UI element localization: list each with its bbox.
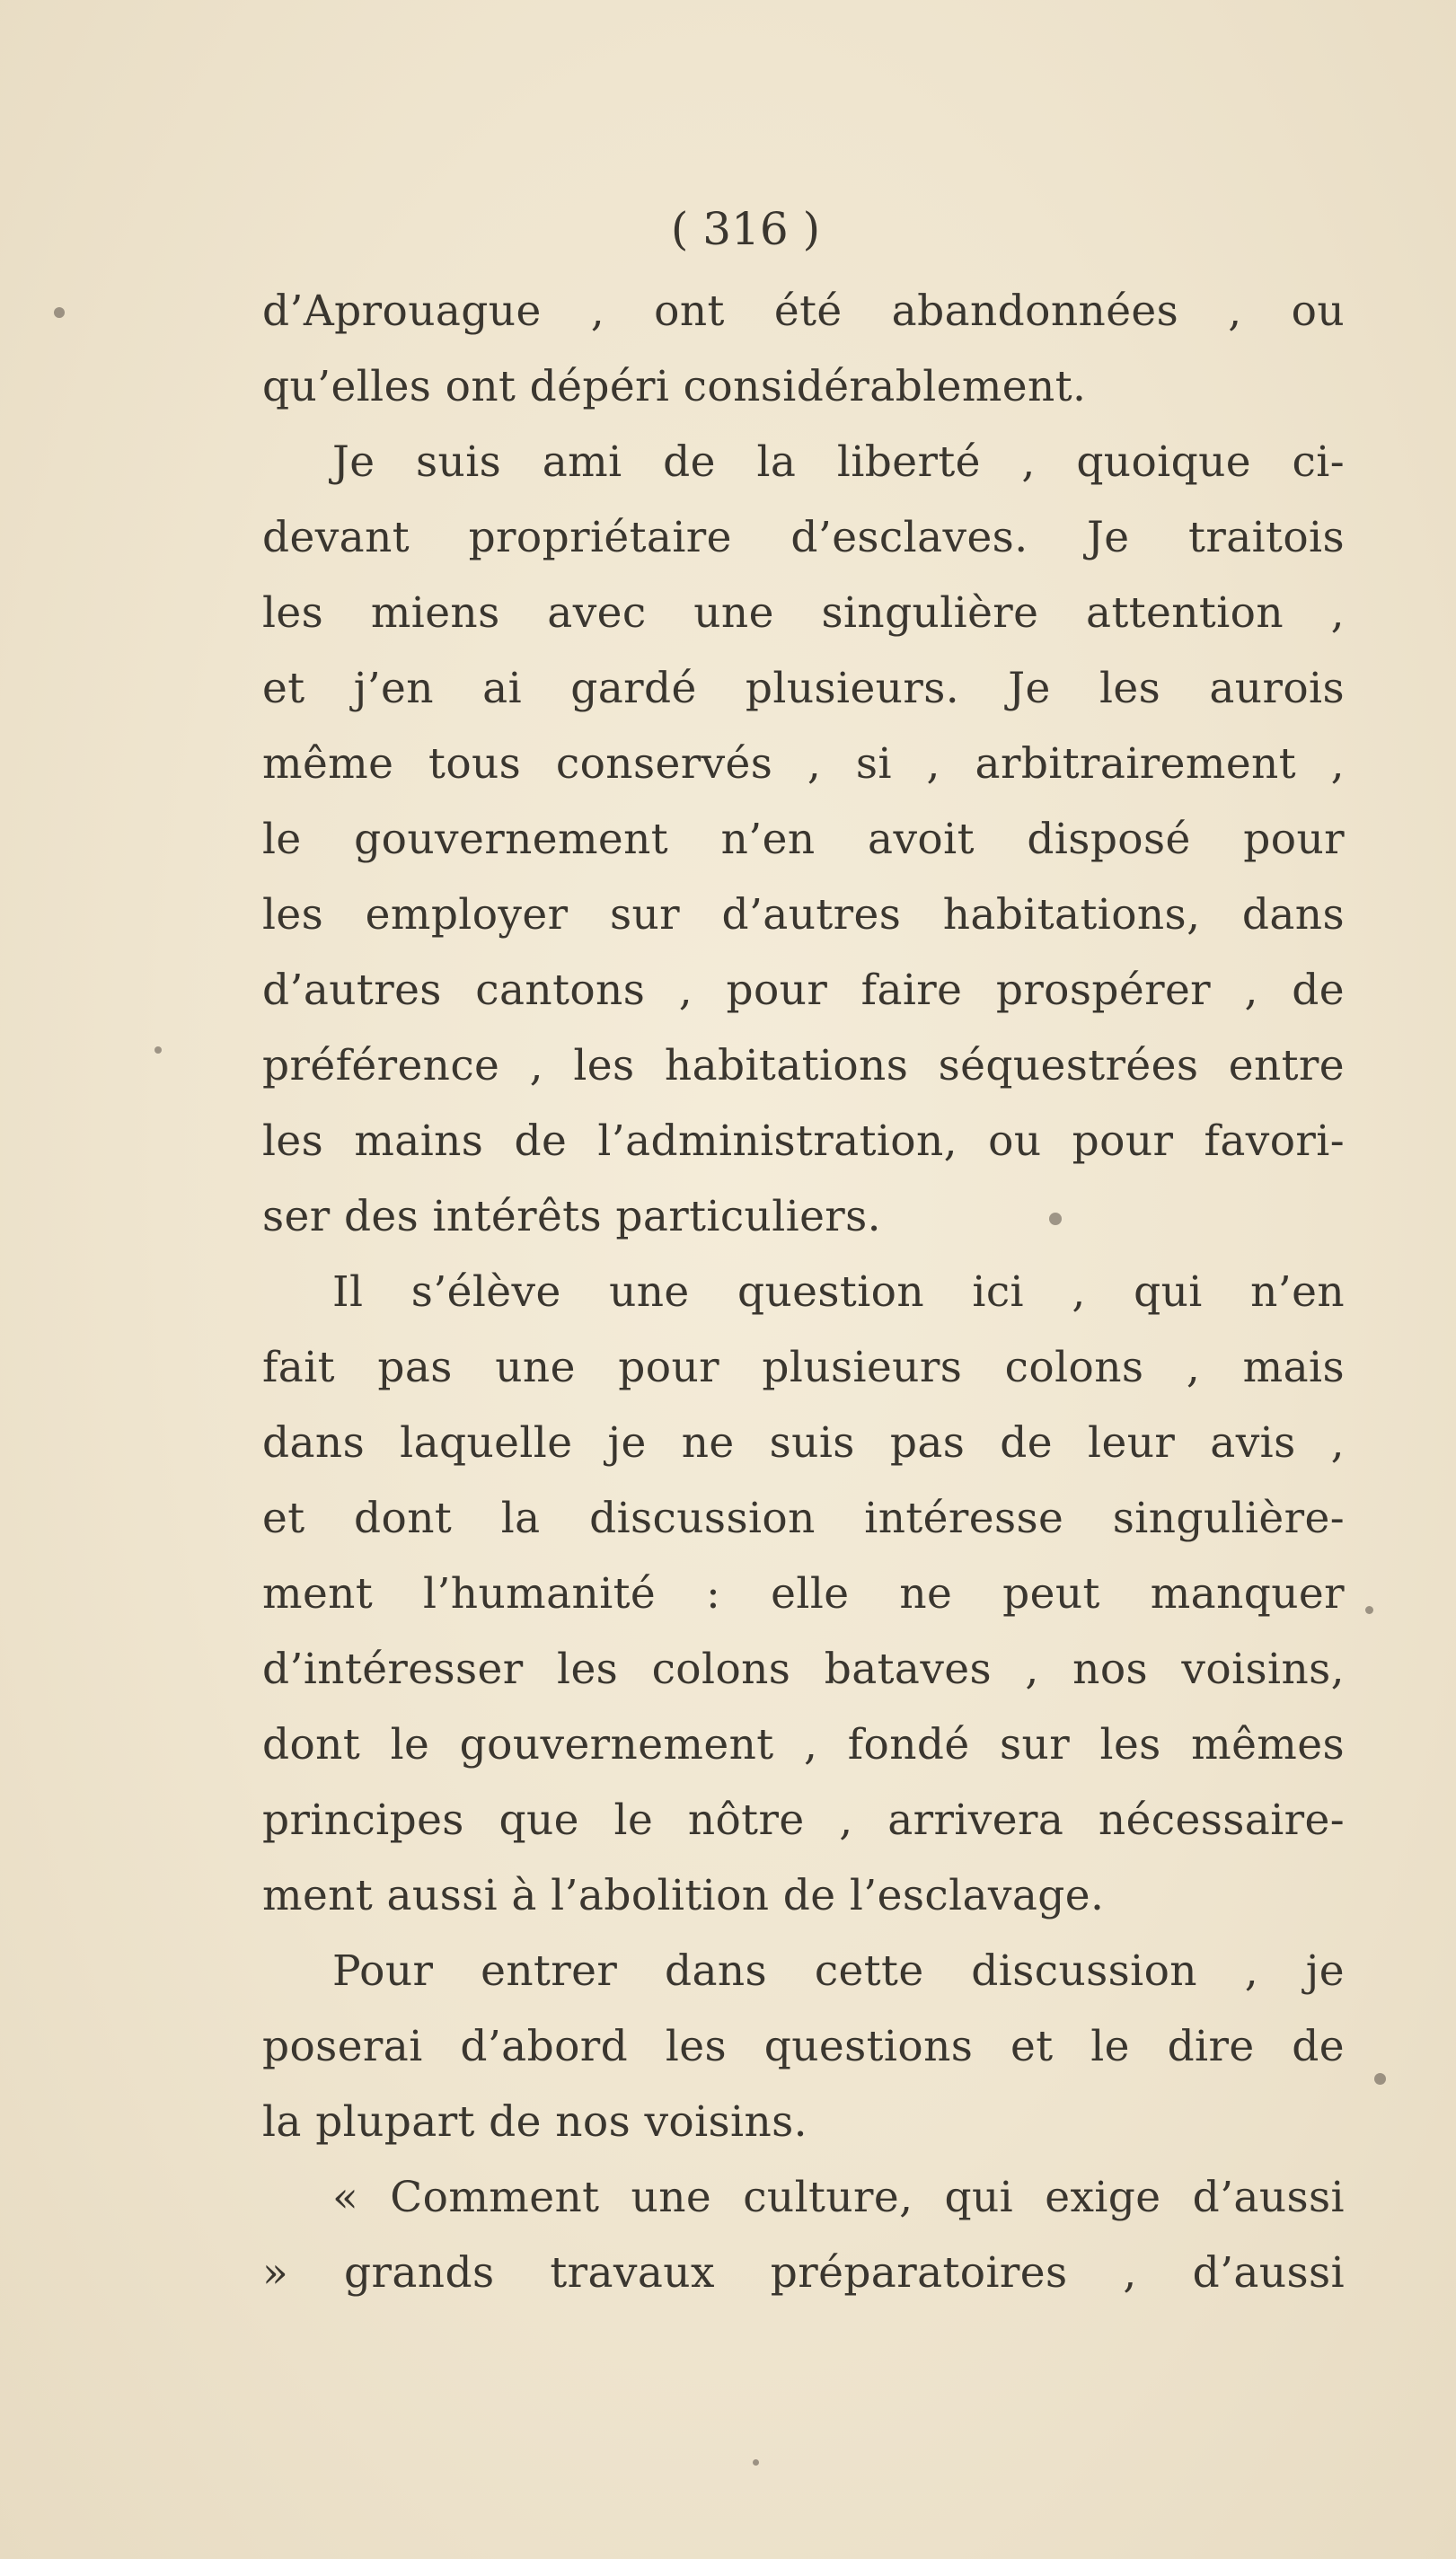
page-number-header: ( 316 )	[670, 203, 821, 255]
text-line: d’autres cantons , pour faire prospérer , de	[262, 966, 1345, 1015]
text-line: d’Aprouague , ont été abandonnées , ou	[262, 287, 1345, 336]
text-line: Je suis ami de la liberté , quoique ci-	[332, 437, 1345, 487]
text-line: principes que le nôtre , arrivera nécessaire-	[262, 1796, 1345, 1845]
text-line: fait pas une pour plusieurs colons , mais	[262, 1343, 1345, 1392]
text-line: « Comment une culture, qui exige d’aussi	[332, 2173, 1345, 2222]
text-line: devant propriétaire d’esclaves. Je traitois	[262, 513, 1345, 562]
text-line: Il s’élève une question ici , qui n’en	[332, 1267, 1345, 1317]
ink-speck	[1049, 1213, 1062, 1225]
text-line: ment aussi à l’abolition de l’esclavage.	[262, 1871, 1105, 1920]
text-line: dans laquelle je ne suis pas de leur avis ,	[262, 1418, 1345, 1468]
ink-speck	[154, 1046, 162, 1054]
text-line: les mains de l’administration, ou pour favori-	[262, 1116, 1345, 1166]
text-line: les employer sur d’autres habitations, dans	[262, 890, 1345, 940]
ink-speck	[753, 2459, 759, 2466]
text-line: Pour entrer dans cette discussion , je	[332, 1946, 1345, 1996]
text-line: même tous conservés , si , arbitrairement ,	[262, 739, 1345, 789]
text-line: ment l’humanité : elle ne peut manquer	[262, 1569, 1345, 1619]
text-line: et j’en ai gardé plusieurs. Je les aurois	[262, 664, 1345, 713]
text-line: la plupart de nos voisins.	[262, 2097, 808, 2147]
text-line: le gouvernement n’en avoit disposé pour	[262, 815, 1345, 864]
text-line: dont le gouvernement , fondé sur les mêmes	[262, 1720, 1345, 1769]
text-line: d’intéresser les colons bataves , nos voisins,	[262, 1645, 1345, 1694]
text-line: poserai d’abord les questions et le dire de	[262, 2022, 1345, 2071]
text-line: préférence , les habitations séquestrées entre	[262, 1041, 1345, 1090]
ink-speck	[1365, 1606, 1373, 1614]
text-line: et dont la discussion intéresse singulière-	[262, 1494, 1345, 1543]
ink-speck	[1374, 2073, 1386, 2085]
text-line: les miens avec une singulière attention ,	[262, 588, 1345, 638]
ink-speck	[54, 307, 65, 318]
text-line: ser des intérêts particuliers.	[262, 1192, 882, 1241]
text-line: qu’elles ont dépéri considérablement.	[262, 362, 1087, 411]
text-line: » grands travaux préparatoires , d’aussi	[262, 2248, 1345, 2298]
